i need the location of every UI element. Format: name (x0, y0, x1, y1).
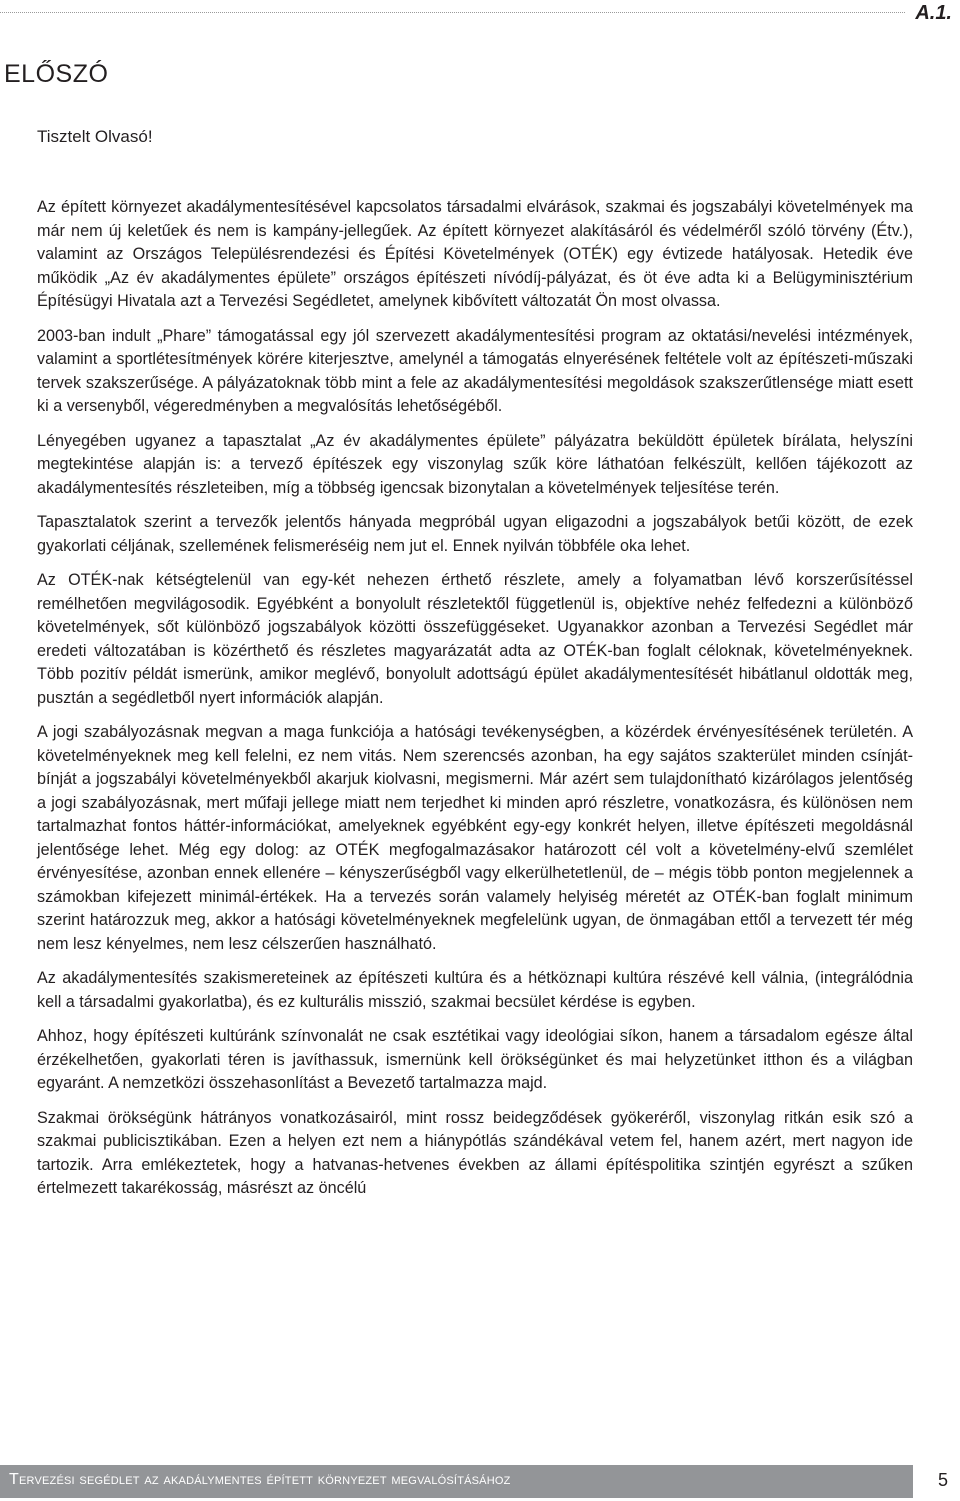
paragraph: 2003-ban indult „Phare” támogatással egy jól szervezett akadálymentesítési program az oktatási/nevelési intézmények, valamint a sportlétesítmények körére kiterjesztve, amelynél a támogatás elnyerésének feltétele volt az építészeti-műszaki tervek szakszerűsége. A pályázatoknak több mint a fele az akadálymentesítési megoldások szakszerűtlensége miatt esett ki a versenyből, végeredményben a megvalósítás lehetőségéből. (37, 326, 913, 415)
paragraph: Lényegében ugyanez a tapasztalat „Az év akadálymentes épülete” pályázatra beküldött épületek bírálata, helyszíni megtekintése alapján is: a tervező építészek egy viszonylag szűk köre láthatóan felkészült, kellően tájékozott az akadálymentesítés részleteiben, míg a többség igencsak bizonytalan a követelmények teljesítése terén. (37, 431, 913, 497)
paragraph: A jogi szabályozásnak megvan a maga funkciója a hatósági tevékenységben, a közérdek érvényesítésének területén. A követelményeknek meg kell felelni, ez nem vitás. Nem szerencsés azonban, ha egy sajátos szakterület minden csínját-bínját a jogszabályi követelményekből akarjuk kiolvasni, megismerni. Már azért sem tulajdonítható kizárólagos jelentőség a jogi szabályozásnak, mert műfaji jellege miatt nem terjedhet ki minden apró részletre, vonatkozásra, és különösen nem tartalmazhat fontos háttér-információkat, amelyeknek egyébként egy-egy konkrét helyen, illetve építészeti megoldásnál jelentősége lehet. Még egy dolog: az OTÉK megfogalmazásakor határozott cél volt a követelmény-elvű szemlélet érvényesítése, azonban ennek ellenére – kényszerűségből vagy elkerülhetetlenül, de – mégis több ponton megjelennek a számokban kifejezett minimál-értékek. Ha a tervezés során valamely helyiség méretét az OTÉK-ban foglalt minimum szerint határozzuk meg, akkor a hatósági követelményeknek megfelelünk ugyan, de önmagában ettől a tervezett tér még nem lesz kényelmes, nem lesz célszerűen használható. (37, 723, 913, 953)
paragraph: Az akadálymentesítés szakismereteinek az építészeti kultúra és a hétköznapi kultúra részévé kell válnia, (integrálódnia kell a társadalmi gyakorlatba), és ez kulturális misszió, szakmai becsület kérdése is egyben. (37, 969, 913, 1011)
header-rule (0, 12, 905, 13)
section-number: A.1. (915, 2, 952, 24)
paragraph: Tapasztalatok szerint a tervezők jelentős hányada megpróbál ugyan eligazodni a jogszabályok betűi között, de ezek gyakorlati céljának, szellemének felismeréséig nem jut el. Ennek nyilván többféle oka lehet. (37, 513, 913, 555)
paragraph: Az OTÉK-nak kétségtelenül van egy-két nehezen érthető részlete, amely a folyamatban lévő korszerűsítéssel remélhetően megvilágosodik. Egyébként a bonyolult részletektől függetlenül is, objektíve nehéz felfedezni a különböző követelmények, sőt különböző jogszabályok közötti összefüggéseket. Ugyanakkor azonban a Tervezési Segédlet már eredeti változatában is közérthető és részletes magyarázatát adta az OTÉK-ban foglalt céloknak, követelményeknek. Több pozitív példát ismerünk, amikor meglévő, bonyolult adottságú épület akadálymentesítését hibátlanul oldották meg, pusztán a segédletből nyert információk alapján. (37, 571, 913, 707)
page-title: ELŐSZÓ (4, 60, 109, 88)
footer-title: Tervezési segédlet az akadálymentes épített környezet megvalósításához (9, 1471, 511, 1488)
page-number: 5 (938, 1470, 949, 1490)
paragraph: Ahhoz, hogy építészeti kultúránk színvonalát ne csak esztétikai vagy ideológiai síkon, hanem a társadalom egésze által érzékelhetően, gyakorlati téren is javíthassuk, ismernünk kell örökségünket és mai helyzetünket itthon és a világban egyaránt. A nemzetközi összehasonlítást a Bevezető tartalmazza majd. (37, 1027, 913, 1092)
body-text (37, 196, 913, 1212)
paragraph: Szakmai örökségünk hátrányos vonatkozásairól, mint rossz beidegződések gyökeréről, viszonylag ritkán esik szó a szakmai publicisztikában. Ezen a helyen ezt nem a hiánypótlás szándékával vetem fel, hanem azért, mert nagyon ide tartozik. Arra emlékeztetek, hogy a hatvanas-hetvenes években az állami építéspolitika szintjén egyrészt a szűken értelmezett takarékosság, másrészt az öncélú (37, 1108, 913, 1197)
footer-bar (0, 1465, 913, 1498)
paragraph: Az épített környezet akadálymentesítésével kapcsolatos társadalmi elvárások, szakmai és jogszabályi követelmények ma már nem új keletűek és nem is kampány-jellegűek. Az épített környezet alakításáról és védelméről szóló törvény (Étv.), valamint az Országos Településrendezési és Építési Követelmények (OTÉK) egy évtizede hatályosak. Hetedik éve működik „Az év akadálymentes épülete” országos építészeti nívódíj-pályázat, és öt éve adta ki a Belügyminisztérium Építésügyi Hivatala azt a Tervezési Segédletet, amelynek kibővített változatát Ön most olvassa. (37, 198, 913, 310)
salutation: Tisztelt Olvasó! (37, 127, 153, 146)
